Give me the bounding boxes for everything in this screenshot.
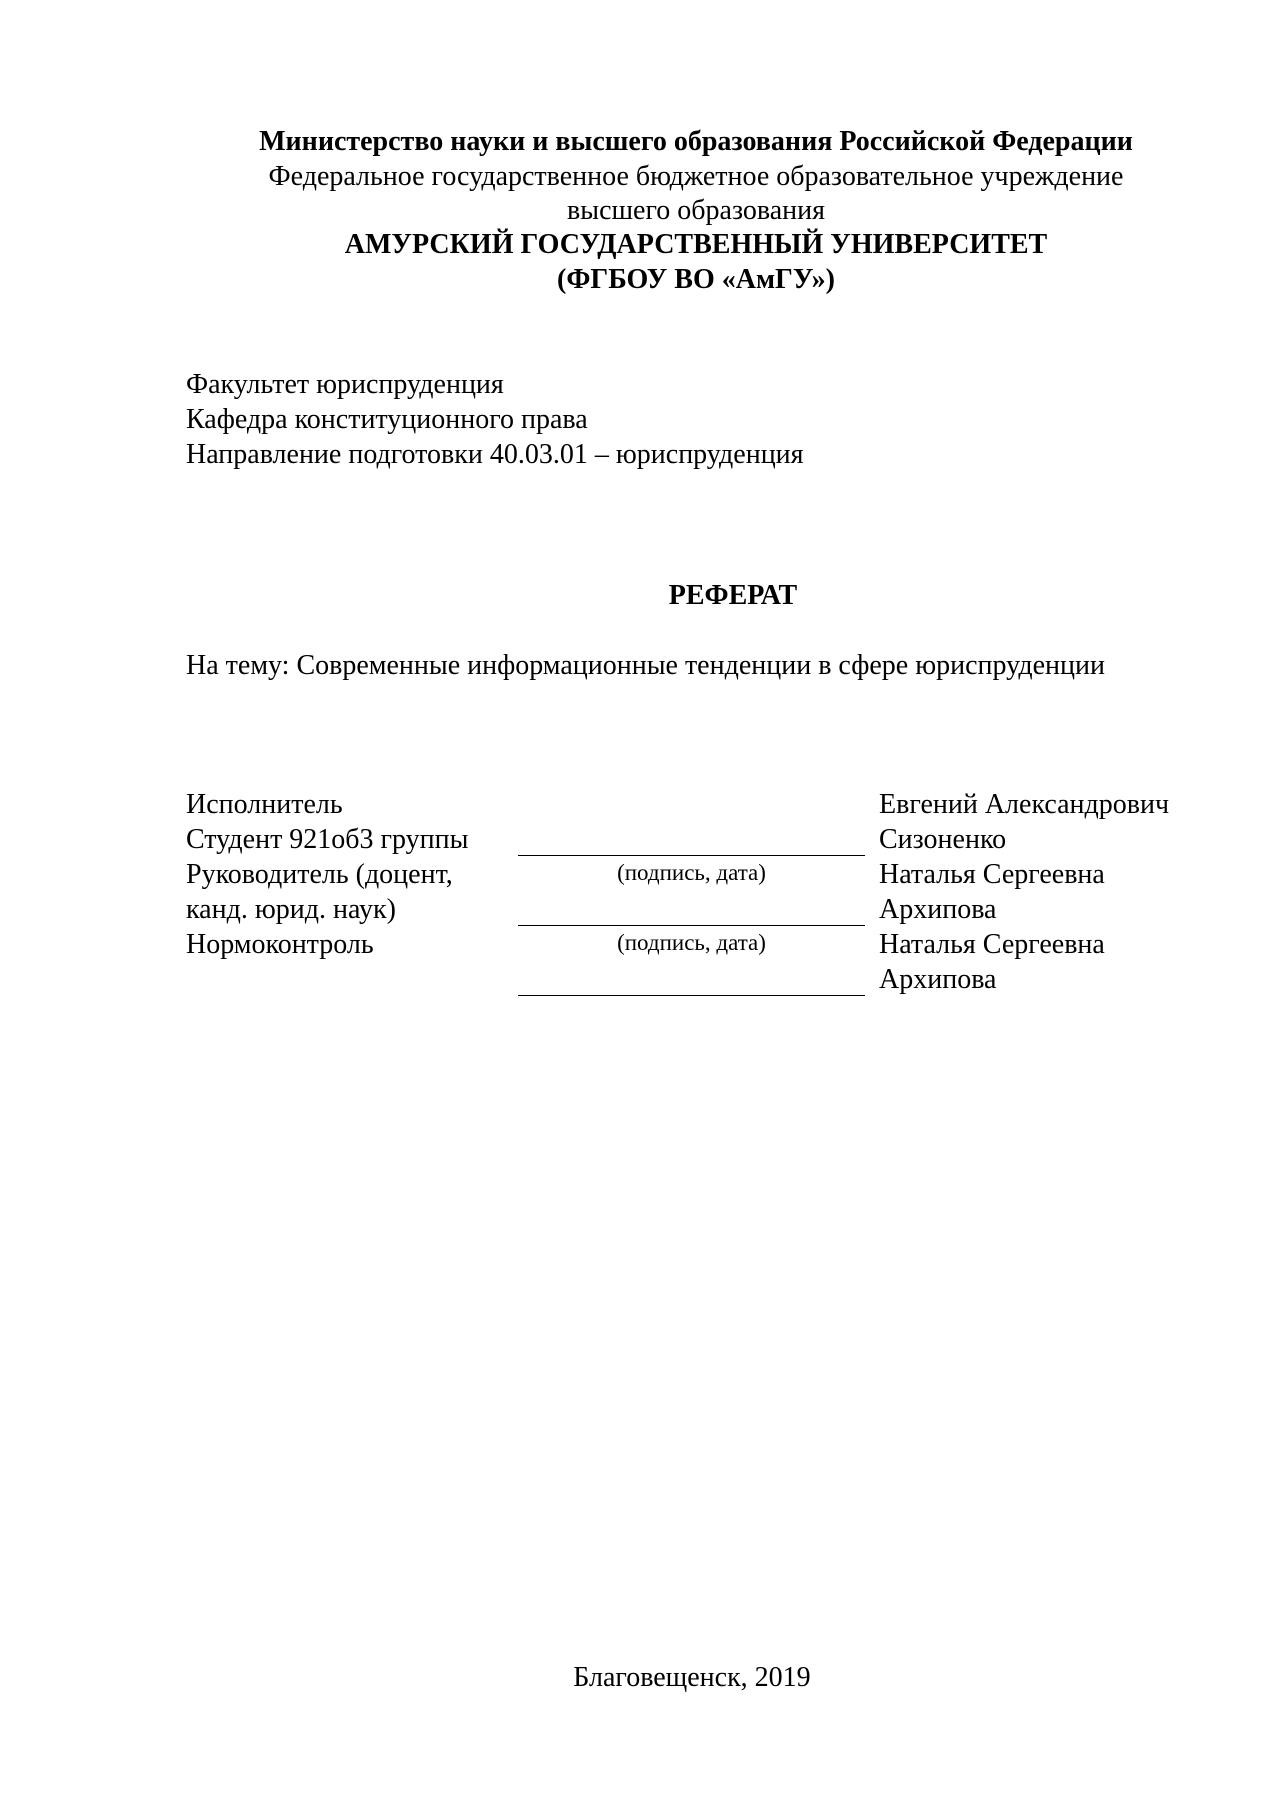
university-abbreviation: (ФГБОУ ВО «АмГУ»): [557, 264, 835, 295]
supervisor-name-line-2: Архипова: [879, 894, 997, 925]
norm-control-name-line-1: Наталья Сергеевна: [879, 929, 1105, 960]
faculty-line: Факультет юриспруденция: [186, 369, 504, 400]
chair-line: Кафедра конституционного права: [186, 404, 588, 435]
signature-caption-1: (подпись, дата): [617, 860, 766, 885]
signature-line-performer[interactable]: [518, 855, 865, 856]
signature-line-supervisor[interactable]: [518, 925, 865, 926]
direction-line: Направление подготовки 40.03.01 – юриспруденция: [186, 439, 804, 470]
supervisor-name-line-1: Наталья Сергеевна: [879, 859, 1105, 890]
ministry-name: Министерство науки и высшего образования Российской Федерации: [259, 126, 1133, 157]
document-title: РЕФЕРАТ: [668, 580, 798, 611]
performer-name-line-2: Сизоненко: [879, 824, 1007, 855]
university-name: АМУРСКИЙ ГОСУДАРСТВЕННЫЙ УНИВЕРСИТЕТ: [344, 229, 1048, 260]
signature-line-norm-control[interactable]: [518, 995, 865, 996]
norm-control-name-line-2: Архипова: [879, 964, 997, 995]
role-supervisor: Руководитель (доцент,: [186, 859, 453, 890]
department-block: [186, 367, 804, 472]
role-norm-control: Нормоконтроль: [186, 929, 374, 960]
signature-names: [879, 787, 1169, 997]
document-topic: На тему: Современные информационные тенденции в сфере юриспруденции: [186, 650, 1105, 681]
role-performer: Исполнитель: [186, 789, 343, 820]
signature-roles: [186, 787, 468, 962]
institution-type-line-2: высшего образования: [567, 195, 825, 226]
role-supervisor-degree: канд. юрид. наук): [186, 894, 396, 925]
city-year: Благовещенск, 2019: [573, 1662, 811, 1693]
institution-type-line-1: Федеральное государственное бюджетное образовательное учреждение: [268, 161, 1124, 192]
signature-caption-2: (подпись, дата): [617, 930, 766, 955]
performer-name-line-1: Евгений Александрович: [879, 789, 1170, 820]
role-student-group: Студент 921об3 группы: [186, 824, 469, 855]
